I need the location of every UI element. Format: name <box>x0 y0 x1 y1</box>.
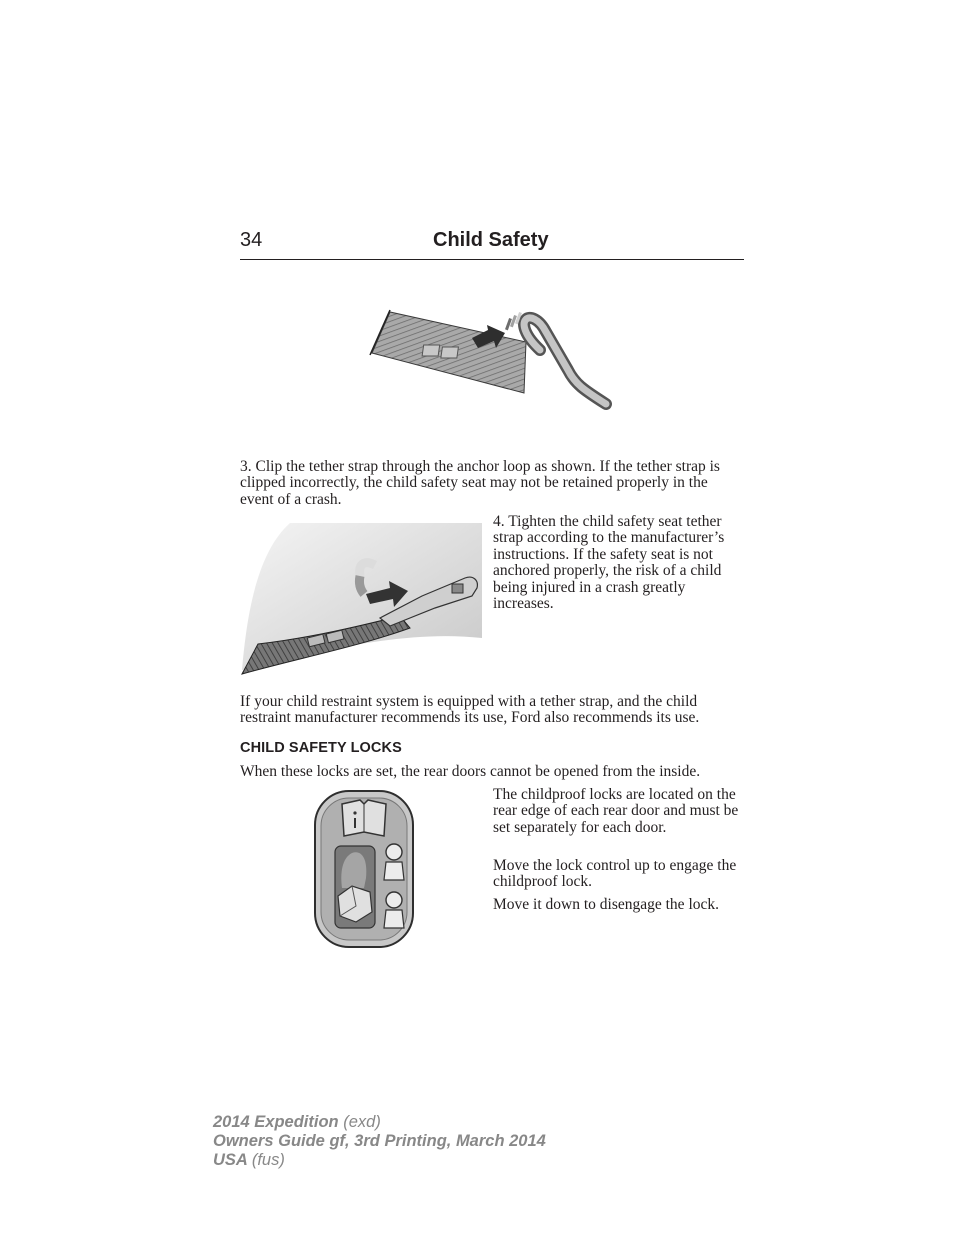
chapter-title: Child Safety <box>433 229 549 251</box>
child-lock-control-illustration <box>312 788 416 950</box>
footer-market-code: (fus) <box>251 1151 285 1169</box>
step-3-text: 3. Clip the tether strap through the anchor loop as shown. If the tether strap is clipped incorrectly, the child safety seat may not be retained properly in the event of a crash. <box>240 458 720 508</box>
header-rule <box>240 259 744 260</box>
locks-intro-text: When these locks are set, the rear doors cannot be opened from the inside. <box>240 763 701 780</box>
footer-model-code: (exd) <box>343 1113 381 1131</box>
tether-clip-illustration <box>360 300 630 415</box>
locks-location-text: The childproof locks are located on the rear edge of each rear door and must be set separately for each door. <box>493 786 739 836</box>
footer-model-name: 2014 Expedition <box>213 1113 339 1131</box>
footer-guide-info: Owners Guide gf, 3rd Printing, March 2014 <box>213 1132 546 1150</box>
tether-recommendation-text: If your child restraint system is equipped with a tether strap, and the child restraint manufacturer recommends its use, Ford also recommends its use. <box>240 693 700 727</box>
step-4-text: 4. Tighten the child safety seat tether strap according to the manufacturer’s instructions. If the safety seat is not anchored properly, the risk of a child being injured in a crash greatly increases. <box>493 513 725 613</box>
locks-disengage-text: Move it down to disengage the lock. <box>493 896 719 913</box>
page-number: 34 <box>240 229 263 251</box>
footer-market <box>213 1151 285 1170</box>
tether-tighten-illustration <box>240 518 485 676</box>
locks-engage-text: Move the lock control up to engage the childproof lock. <box>493 857 737 891</box>
footer-market-name: USA <box>213 1151 248 1169</box>
footer-model <box>213 1113 381 1132</box>
child-safety-locks-heading: CHILD SAFETY LOCKS <box>240 740 402 756</box>
